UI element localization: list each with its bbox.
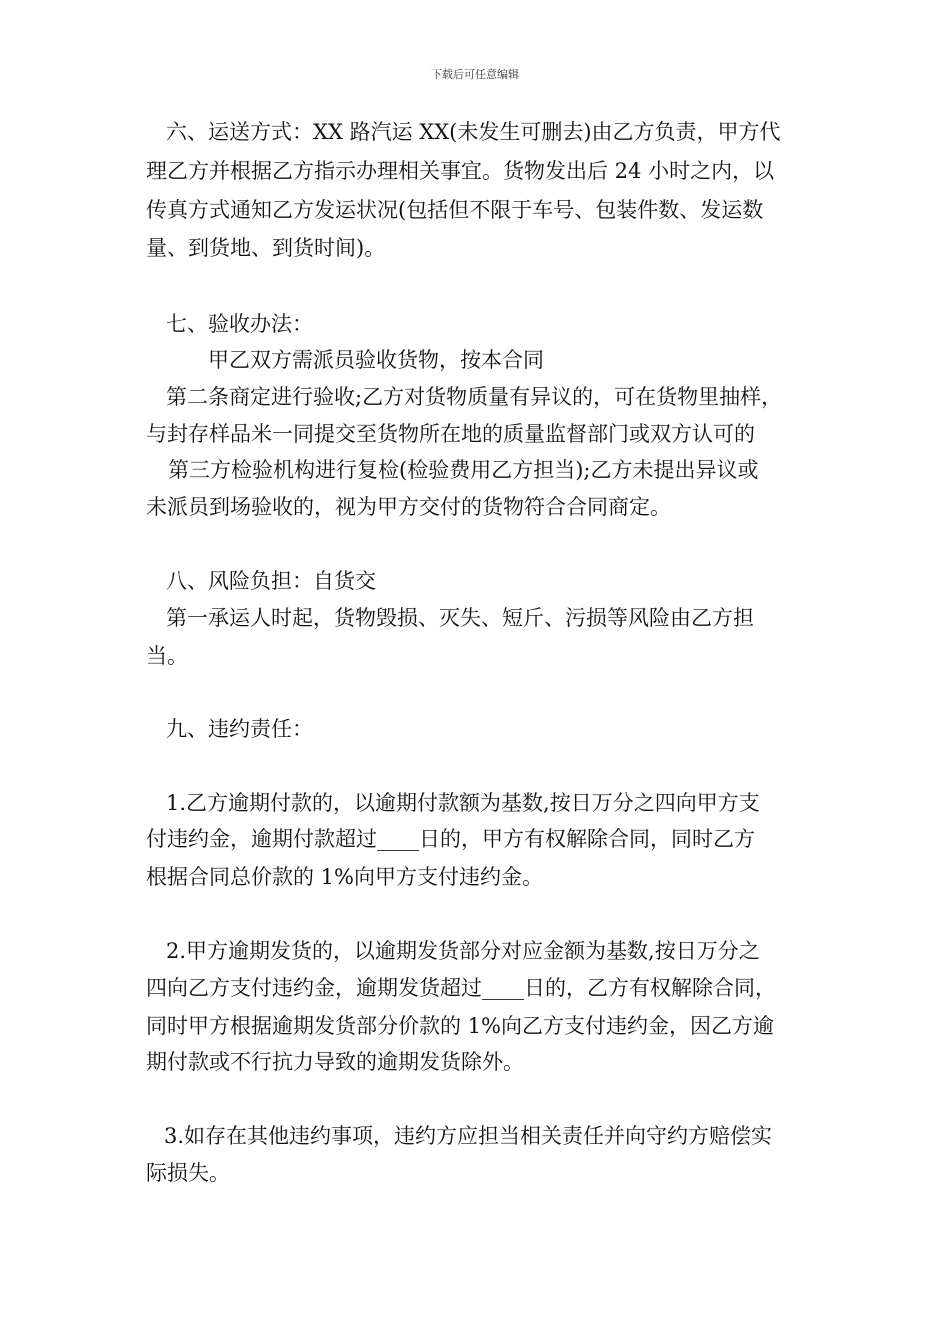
text-line: 传真方式通知乙方发运状况(包括但不限于车号、包装件数、发运数 [146, 198, 764, 222]
text-line: 与封存样品米一同提交至货物所在地的质量监督部门或双方认可的 [146, 422, 755, 446]
text-line: 量、到货地、到货时间)。 [146, 236, 386, 260]
text-line: 六、运送方式：XX 路汽运 XX(未发生可删去)由乙方负责，甲方代 [166, 120, 781, 144]
text-line: 九、违约责任： [166, 717, 313, 741]
text-line: 同时甲方根据逾期发货部分价款的 1%向乙方支付违约金，因乙方逾 [146, 1014, 774, 1038]
text-line: 四向乙方支付违约金，逾期发货超过____日的，乙方有权解除合同， [146, 976, 776, 1000]
text-line: 当。 [146, 644, 188, 668]
text-line: 3.如存在其他违约事项，违约方应担当相关责任并向守约方赔偿实 [164, 1124, 773, 1148]
text-line: 第一承运人时起，货物毁损、灭失、短斤、污损等风险由乙方担 [166, 606, 754, 630]
text-line: 1.乙方逾期付款的，以逾期付款额为基数,按日万分之四向甲方支 [166, 791, 760, 815]
text-line: 理乙方并根据乙方指示办理相关事宜。货物发出后 24 小时之内，以 [146, 159, 775, 183]
text-line: 根据合同总价款的 1%向甲方支付违约金。 [146, 865, 543, 889]
text-line: 七、验收办法： [166, 312, 313, 336]
page-header: 下载后可任意编辑 [431, 68, 519, 81]
text-line: 第二条商定进行验收;乙方对货物质量有异议的，可在货物里抽样， [166, 385, 783, 409]
text-line: 付违约金，逾期付款超过____日的，甲方有权解除合同，同时乙方 [146, 827, 755, 851]
text-line: 未派员到场验收的，视为甲方交付的货物符合合同商定。 [146, 495, 671, 519]
text-line: 甲乙双方需派员验收货物，按本合同 [208, 348, 544, 372]
text-line: 际损失。 [146, 1161, 230, 1185]
text-line: 2.甲方逾期发货的，以逾期发货部分对应金额为基数,按日万分之 [166, 939, 760, 963]
text-line: 第三方检验机构进行复检(检验费用乙方担当);乙方未提出异议或 [168, 458, 759, 482]
text-line: 八、风险负担：自货交 [166, 569, 376, 593]
text-line: 期付款或不行抗力导致的逾期发货除外。 [146, 1050, 524, 1074]
